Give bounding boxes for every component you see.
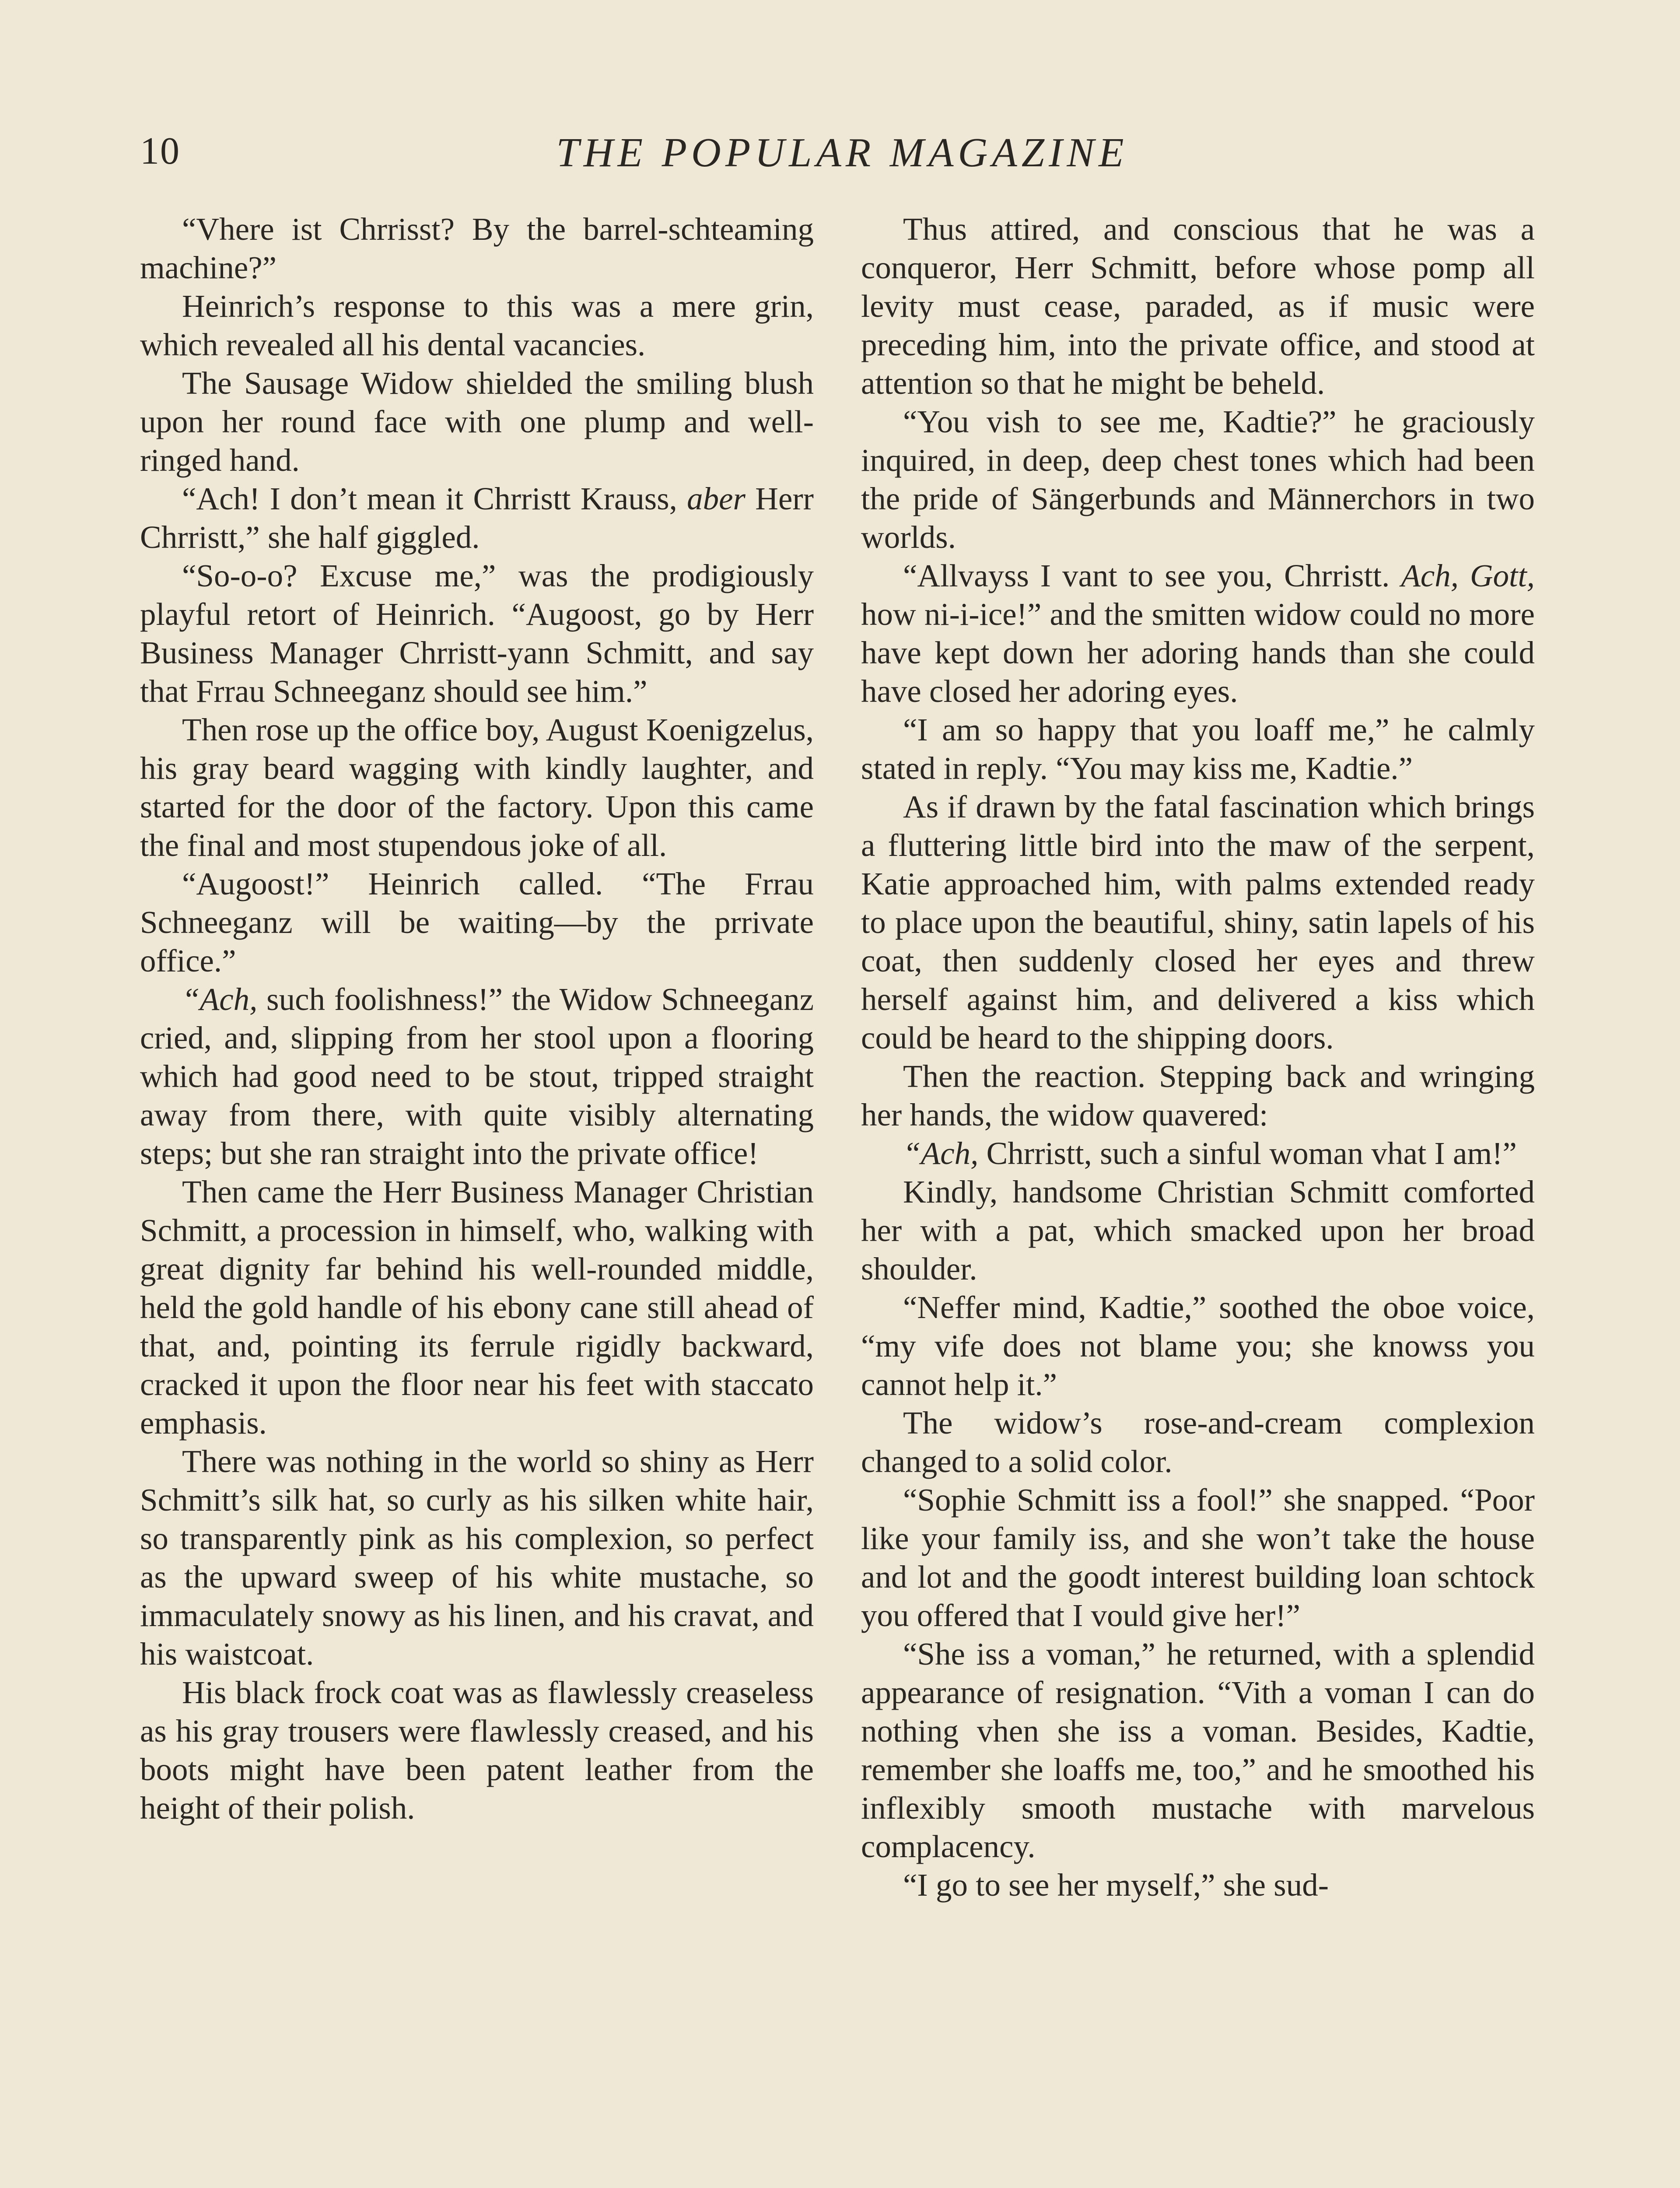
paragraph bbox=[140, 480, 814, 557]
paragraph: “Vhere ist Chrrisst? By the barrel-schteaming machine?” bbox=[140, 211, 814, 285]
paragraph bbox=[861, 557, 1535, 711]
text-run: Chrristt, such a sinful woman vhat I am!” bbox=[978, 1136, 1517, 1171]
paragraph: Kindly, handsome Christian Schmitt comforted her with a pat, which smacked upon her broad shoulder. bbox=[861, 1174, 1535, 1287]
text-run: “Ach! I don’t mean it Chrristt Krauss, bbox=[182, 481, 687, 516]
paragraph: “Augoost!” Heinrich called. “The Frrau Schneeganz will be waiting—by the prrivate office.” bbox=[140, 866, 814, 978]
paragraph: “I am so happy that you loaff me,” he calmly stated in reply. “You may kiss me, Kadtie.” bbox=[861, 712, 1535, 786]
paragraph: “So-o-o? Excuse me,” was the prodigiously playful retort of Heinrich. “Augoost, go by Herr Business Manager Chrristt-yann Schmitt, and say that Frrau Schneeganz should see him.” bbox=[140, 558, 814, 709]
paragraph bbox=[140, 980, 814, 1173]
italic-run: aber bbox=[687, 481, 746, 516]
running-head: THE POPULAR MAGAZINE bbox=[556, 130, 1128, 175]
paragraph: “She iss a voman,” he returned, with a splendid appearance of resignation. “Vith a voman I can do nothing vhen she iss a voman. Besides, Kadtie, remember she loaffs me, too,” and he smoothed his inflexibly smooth mustache with marvelous complacency. bbox=[861, 1636, 1535, 1864]
paragraph: “I go to see her myself,” she sud- bbox=[903, 1867, 1329, 1903]
paragraph: Then rose up the office boy, August Koenigzelus, his gray beard wagging with kindly laughter, and started for the door of the factory. Upon this came the final and most stupendous joke of all. bbox=[140, 712, 814, 863]
left-column bbox=[140, 210, 814, 2188]
page-header bbox=[140, 129, 1544, 182]
paragraph: Thus attired, and conscious that he was a conqueror, Herr Schmitt, before whose pomp all levity must cease, paraded, as if music were preceding him, into the private office, and stood at attention so that he might be beheld. bbox=[861, 211, 1535, 401]
italic-run: “Ach, bbox=[903, 1136, 979, 1171]
paragraph: “Neffer mind, Kadtie,” soothed the oboe voice, “my vife does not blame you; she knowss you cannot help it.” bbox=[861, 1290, 1535, 1402]
paragraph: “Sophie Schmitt iss a fool!” she snapped. “Poor like your family iss, and she won’t take the house and lot and the goodt interest building loan schtock you offered that I vould give her!” bbox=[861, 1482, 1535, 1633]
paragraph: There was nothing in the world so shiny as Herr Schmitt’s silk hat, so curly as his silken white hair, so transparently pink as his complexion, so perfect as the upward sweep of his white mustache, so immaculately snowy as his linen, and his cravat, and his waistcoat. bbox=[140, 1444, 814, 1672]
paragraph: Then the reaction. Stepping back and wringing her hands, the widow quavered: bbox=[861, 1059, 1535, 1133]
text-run: such foolishness!” the Widow Schneeganz cried, and, slipping from her stool upon a flooring which had good need to be stout, tripped straight away from there, with quite visibly alternating steps; but she ran straight into the private office! bbox=[140, 982, 814, 1171]
text-run: “Allvayss I vant to see you, Chrristt. bbox=[903, 558, 1401, 593]
italic-run: Ach, Gott, bbox=[1401, 558, 1535, 593]
paragraph: Heinrich’s response to this was a mere grin, which revealed all his dental vacancies. bbox=[140, 288, 814, 362]
paragraph: The Sausage Widow shielded the smiling blush upon her round face with one plump and well-ringed hand. bbox=[140, 365, 814, 478]
paragraph: His black frock coat was as flawlessly creaseless as his gray trousers were flawlessly creased, and his boots might have been patent leather from the height of their polish. bbox=[140, 1675, 814, 1826]
paragraph bbox=[861, 1134, 1535, 1173]
paragraph: The widow’s rose-and-cream complexion changed to a solid color. bbox=[861, 1405, 1535, 1479]
page-number: 10 bbox=[140, 130, 180, 172]
italic-run: “Ach, bbox=[182, 982, 258, 1017]
text-run: how ni-i-ice!” and the smitten widow could no more have kept down her adoring hands than she could have closed her adoring eyes. bbox=[861, 596, 1535, 709]
paragraph: Then came the Herr Business Manager Christian Schmitt, a procession in himself, who, walking with great dignity far behind his well-rounded middle, held the gold handle of his ebony cane still ahead of that, and, pointing its ferrule rigidly backward, cracked it upon the floor near his feet with staccato emphasis. bbox=[140, 1174, 814, 1441]
paragraph: As if drawn by the fatal fascination which brings a fluttering little bird into the maw of the serpent, Katie approached him, with palms extended ready to place upon the beautiful, shiny, satin lapels of his coat, then suddenly closed her eyes and threw herself against him, and delivered a kiss which could be heard to the shipping doors. bbox=[861, 789, 1535, 1055]
text-run: Herr Chrristt,” she half giggled. bbox=[140, 481, 814, 555]
right-column bbox=[861, 210, 1535, 2188]
paragraph: “You vish to see me, Kadtie?” he graciously inquired, in deep, deep chest tones which had been the pride of Sängerbunds and Männerchors in two worlds. bbox=[861, 404, 1535, 555]
